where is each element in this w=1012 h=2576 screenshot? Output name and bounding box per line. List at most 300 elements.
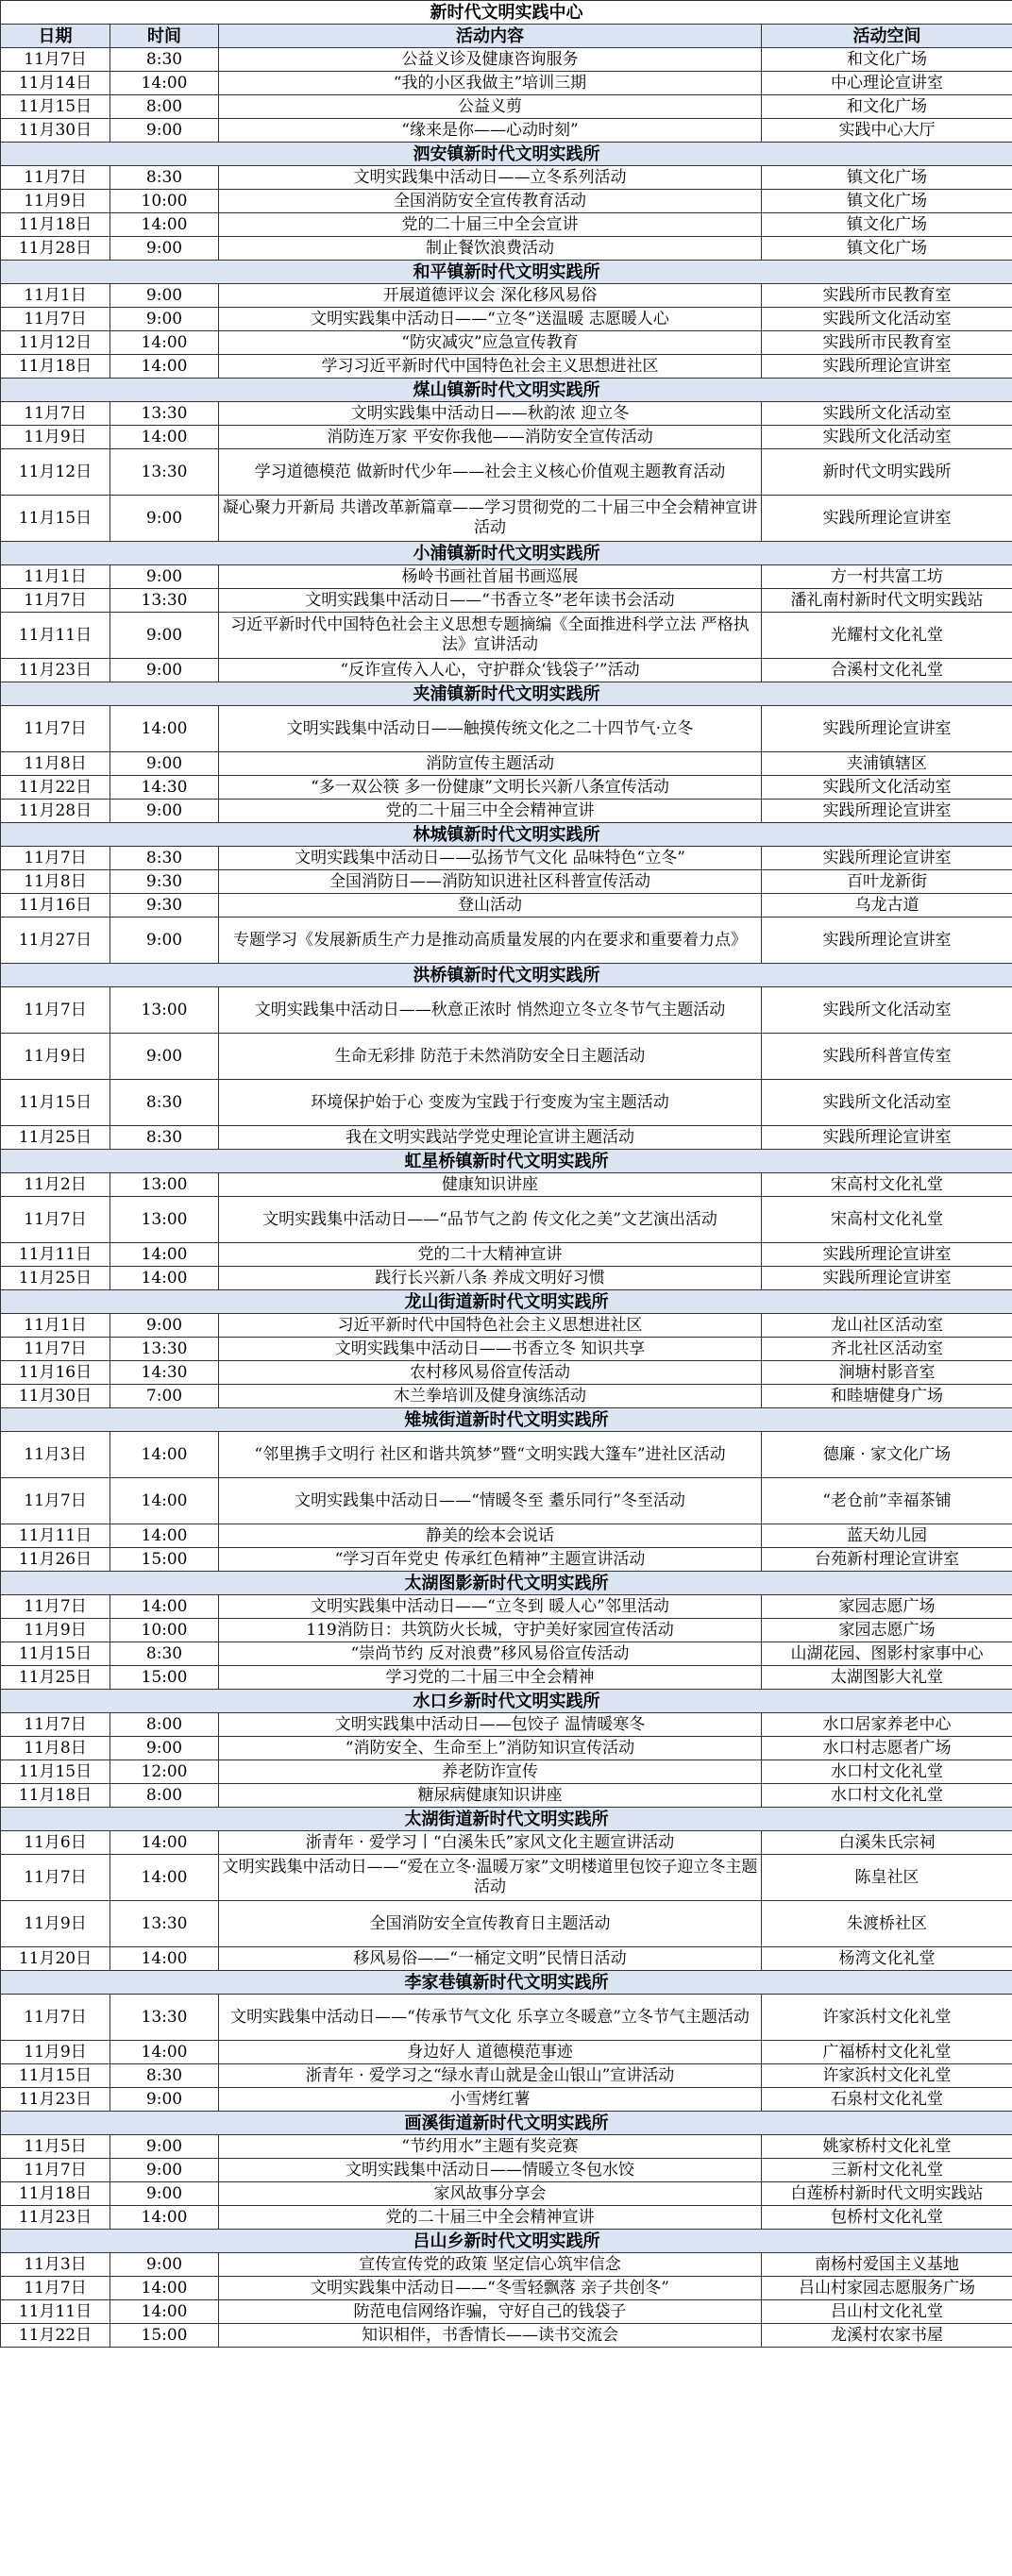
table-row: [1, 1243, 1012, 1267]
table-row: [1, 284, 1012, 308]
cell-time: 9:00: [110, 2088, 219, 2112]
cell-date: 11月18日: [1, 2182, 110, 2206]
cell-time: 9:00: [110, 308, 219, 331]
cell-activity: 党的二十届三中全会精神宣讲: [219, 2206, 762, 2230]
cell-date: 11月7日: [1, 987, 110, 1034]
cell-date: 11月8日: [1, 752, 110, 776]
cell-venue: 合溪村文化礼堂: [762, 659, 1012, 682]
cell-activity: 公益义剪: [219, 95, 762, 119]
cell-date: 11月11日: [1, 1524, 110, 1548]
cell-venue: 实践所理论宣讲室: [762, 800, 1012, 823]
table-row: [1, 847, 1012, 870]
cell-date: 11月7日: [1, 308, 110, 331]
cell-venue: 姚家桥村文化礼堂: [762, 2135, 1012, 2159]
cell-time: 14:00: [110, 1855, 219, 1901]
cell-time: 14:00: [110, 213, 219, 237]
cell-time: 14:30: [110, 1361, 219, 1385]
cell-time: 9:30: [110, 894, 219, 918]
cell-time: 14:30: [110, 776, 219, 800]
cell-time: 9:00: [110, 659, 219, 682]
cell-date: 11月30日: [1, 1385, 110, 1408]
cell-venue: 涧塘村影音室: [762, 1361, 1012, 1385]
section-header-row: [1, 1971, 1012, 1995]
header-venue: 活动空间: [762, 25, 1012, 48]
cell-venue: 实践所理论宣讲室: [762, 1243, 1012, 1267]
cell-activity: 消防连万家 平安你我他——消防安全宣传活动: [219, 426, 762, 449]
cell-activity: 公益义诊及健康咨询服务: [219, 48, 762, 72]
cell-activity: 消防宣传主题活动: [219, 752, 762, 776]
cell-date: 11月18日: [1, 213, 110, 237]
cell-venue: 和睦塘健身广场: [762, 1385, 1012, 1408]
section-title: 太湖街道新时代文明实践所: [1, 1808, 1012, 1831]
table-row: [1, 1619, 1012, 1642]
cell-date: 11月23日: [1, 2088, 110, 2112]
section-title: 泗安镇新时代文明实践所: [1, 143, 1012, 166]
cell-venue: 朱渡桥社区: [762, 1901, 1012, 1947]
cell-venue: 陈皇社区: [762, 1855, 1012, 1901]
cell-date: 11月18日: [1, 1784, 110, 1808]
cell-time: 9:00: [110, 613, 219, 659]
cell-time: 8:30: [110, 1080, 219, 1126]
cell-time: 14:00: [110, 2041, 219, 2064]
cell-time: 14:00: [110, 1595, 219, 1619]
table-row: [1, 2206, 1012, 2230]
cell-venue: 水口居家养老中心: [762, 1713, 1012, 1737]
cell-date: 11月5日: [1, 2135, 110, 2159]
section-title: 太湖图影新时代文明实践所: [1, 1572, 1012, 1595]
cell-venue: 中心理论宣讲室: [762, 72, 1012, 95]
table-row: [1, 496, 1012, 542]
cell-venue: 龙山社区活动室: [762, 1314, 1012, 1338]
cell-activity: 家风故事分享会: [219, 2182, 762, 2206]
table-row: [1, 1548, 1012, 1572]
table-row: [1, 1338, 1012, 1361]
cell-venue: 太湖图影大礼堂: [762, 1666, 1012, 1690]
cell-activity: 文明实践集中活动日——“书香立冬”老年读书会活动: [219, 589, 762, 613]
cell-activity: “我的小区我做主”培训三期: [219, 72, 762, 95]
table-row: [1, 2277, 1012, 2300]
cell-time: 8:30: [110, 166, 219, 190]
cell-venue: 杨湾文化礼堂: [762, 1947, 1012, 1971]
section-header-row: [1, 682, 1012, 706]
cell-activity: 生命无彩排 防范于未然消防安全日主题活动: [219, 1034, 762, 1080]
cell-venue: “老仓前”幸福茶铺: [762, 1478, 1012, 1524]
table-row: [1, 2041, 1012, 2064]
cell-time: 9:00: [110, 1314, 219, 1338]
cell-time: 9:00: [110, 2159, 219, 2182]
cell-activity: 党的二十大精神宣讲: [219, 1243, 762, 1267]
cell-venue: 夹浦镇辖区: [762, 752, 1012, 776]
cell-time: 8:30: [110, 1126, 219, 1150]
cell-date: 11月7日: [1, 1995, 110, 2041]
cell-date: 11月12日: [1, 449, 110, 496]
cell-venue: 实践所理论宣讲室: [762, 1126, 1012, 1150]
cell-time: 9:00: [110, 284, 219, 308]
table-row: [1, 613, 1012, 659]
cell-activity: 文明实践集中活动日——秋韵浓 迎立冬: [219, 402, 762, 426]
cell-date: 11月11日: [1, 613, 110, 659]
cell-activity: 文明实践集中活动日——“品节气之韵 传文化之美”文艺演出活动: [219, 1197, 762, 1243]
cell-time: 9:00: [110, 752, 219, 776]
cell-venue: 三新村文化礼堂: [762, 2159, 1012, 2182]
table-row: [1, 355, 1012, 379]
table-row: [1, 213, 1012, 237]
cell-date: 11月15日: [1, 496, 110, 542]
cell-activity: 知识相伴，书香情长——读书交流会: [219, 2324, 762, 2348]
cell-venue: 德廉 · 家文化广场: [762, 1432, 1012, 1478]
section-header-row: [1, 1150, 1012, 1173]
cell-venue: 台苑新村理论宣讲室: [762, 1548, 1012, 1572]
cell-activity: 文明实践集中活动日——触摸传统文化之二十四节气·立冬: [219, 706, 762, 752]
cell-activity: 党的二十届三中全会精神宣讲: [219, 800, 762, 823]
header-date: 日期: [1, 25, 110, 48]
cell-venue: 镇文化广场: [762, 190, 1012, 213]
section-header-row: [1, 261, 1012, 284]
cell-date: 11月7日: [1, 589, 110, 613]
cell-activity: “消防安全、生命至上”消防知识宣传活动: [219, 1737, 762, 1760]
cell-activity: 文明实践集中活动日——“立冬到 暖人心”邻里活动: [219, 1595, 762, 1619]
cell-time: 9:00: [110, 2182, 219, 2206]
cell-date: 11月14日: [1, 72, 110, 95]
cell-activity: 登山活动: [219, 894, 762, 918]
cell-venue: 水口村文化礼堂: [762, 1760, 1012, 1784]
cell-venue: 镇文化广场: [762, 166, 1012, 190]
table-row: [1, 1361, 1012, 1385]
cell-activity: 文明实践集中活动日——“传承节气文化 乐享立冬暖意”立冬节气主题活动: [219, 1995, 762, 2041]
cell-date: 11月16日: [1, 1361, 110, 1385]
cell-time: 14:00: [110, 1432, 219, 1478]
cell-time: 10:00: [110, 1619, 219, 1642]
cell-date: 11月9日: [1, 190, 110, 213]
cell-venue: 齐北社区活动室: [762, 1338, 1012, 1361]
table-row: [1, 776, 1012, 800]
cell-activity: 学习道德模范 做新时代少年——社会主义核心价值观主题教育活动: [219, 449, 762, 496]
section-title: 虹星桥镇新时代文明实践所: [1, 1150, 1012, 1173]
section-header-row: [1, 1290, 1012, 1314]
cell-venue: 实践所文化活动室: [762, 402, 1012, 426]
cell-venue: 实践所理论宣讲室: [762, 1267, 1012, 1290]
table-row: [1, 449, 1012, 496]
section-header-row: [1, 379, 1012, 402]
cell-time: 15:00: [110, 2324, 219, 2348]
cell-time: 14:00: [110, 72, 219, 95]
section-title: 画溪街道新时代文明实践所: [1, 2112, 1012, 2135]
table-row: [1, 1314, 1012, 1338]
cell-activity: 糖尿病健康知识讲座: [219, 1784, 762, 1808]
cell-venue: 潘礼南村新时代文明实践站: [762, 589, 1012, 613]
table-row: [1, 237, 1012, 261]
table-row: [1, 119, 1012, 143]
cell-time: 9:00: [110, 800, 219, 823]
cell-activity: 全国消防安全宣传教育日主题活动: [219, 1901, 762, 1947]
cell-activity: 文明实践集中活动日——“冬雪轻飘落 亲子共创冬”: [219, 2277, 762, 2300]
section-header-row: [1, 1808, 1012, 1831]
cell-activity: 木兰拳培训及健身演练活动: [219, 1385, 762, 1408]
cell-activity: 身边好人 道德模范事迹: [219, 2041, 762, 2064]
cell-time: 9:00: [110, 237, 219, 261]
cell-time: 13:30: [110, 1338, 219, 1361]
cell-date: 11月7日: [1, 1478, 110, 1524]
cell-activity: 全国消防安全宣传教育活动: [219, 190, 762, 213]
table-row: [1, 426, 1012, 449]
table-row: [1, 1831, 1012, 1855]
cell-time: 8:30: [110, 847, 219, 870]
cell-venue: 包桥村文化礼堂: [762, 2206, 1012, 2230]
header-time: 时间: [110, 25, 219, 48]
cell-date: 11月25日: [1, 1126, 110, 1150]
cell-activity: “缘来是你——心动时刻”: [219, 119, 762, 143]
cell-venue: 实践中心大厅: [762, 119, 1012, 143]
cell-time: 14:00: [110, 355, 219, 379]
cell-activity: 养老防诈宣传: [219, 1760, 762, 1784]
section-title: 龙山街道新时代文明实践所: [1, 1290, 1012, 1314]
cell-time: 9:00: [110, 565, 219, 589]
cell-date: 11月22日: [1, 2324, 110, 2348]
cell-time: 13:30: [110, 449, 219, 496]
cell-date: 11月12日: [1, 331, 110, 355]
cell-activity: 开展道德评议会 深化移风易俗: [219, 284, 762, 308]
cell-venue: 山湖花园、图影村家事中心: [762, 1642, 1012, 1666]
cell-time: 14:00: [110, 1267, 219, 1290]
schedule-body: [1, 1, 1012, 2348]
table-row: [1, 659, 1012, 682]
cell-time: 13:00: [110, 987, 219, 1034]
cell-date: 11月7日: [1, 847, 110, 870]
table-row: [1, 2088, 1012, 2112]
cell-time: 13:30: [110, 589, 219, 613]
cell-time: 14:00: [110, 1947, 219, 1971]
table-row: [1, 95, 1012, 119]
cell-activity: 文明实践集中活动日——“情暖冬至 耋乐同行”冬至活动: [219, 1478, 762, 1524]
cell-activity: 健康知识讲座: [219, 1173, 762, 1197]
cell-venue: 龙溪村农家书屋: [762, 2324, 1012, 2348]
table-row: [1, 870, 1012, 894]
cell-activity: 全国消防日——消防知识进社区科普宣传活动: [219, 870, 762, 894]
cell-time: 8:00: [110, 1713, 219, 1737]
table-row: [1, 894, 1012, 918]
cell-time: 14:00: [110, 1831, 219, 1855]
table-row: [1, 402, 1012, 426]
table-row: [1, 1173, 1012, 1197]
table-row: [1, 1760, 1012, 1784]
table-row: [1, 1080, 1012, 1126]
cell-time: 9:00: [110, 1737, 219, 1760]
table-title-row: [1, 1, 1012, 25]
table-row: [1, 800, 1012, 823]
cell-activity: 防范电信网络诈骗，守好自己的钱袋子: [219, 2300, 762, 2324]
cell-date: 11月15日: [1, 1642, 110, 1666]
cell-date: 11月1日: [1, 284, 110, 308]
cell-date: 11月1日: [1, 565, 110, 589]
cell-activity: 学习党的二十届三中全会精神: [219, 1666, 762, 1690]
table-row: [1, 190, 1012, 213]
cell-venue: 和文化广场: [762, 48, 1012, 72]
cell-date: 11月26日: [1, 1548, 110, 1572]
cell-time: 14:00: [110, 2206, 219, 2230]
cell-venue: 百叶龙新街: [762, 870, 1012, 894]
table-row: [1, 2300, 1012, 2324]
cell-venue: 实践所科普宣传室: [762, 1034, 1012, 1080]
cell-venue: 白莲桥村新时代文明实践站: [762, 2182, 1012, 2206]
section-title: 洪桥镇新时代文明实践所: [1, 964, 1012, 987]
section-header-row: [1, 1408, 1012, 1432]
table-row: [1, 1126, 1012, 1150]
cell-time: 8:30: [110, 48, 219, 72]
cell-time: 15:00: [110, 1548, 219, 1572]
section-title: 雉城街道新时代文明实践所: [1, 1408, 1012, 1432]
cell-activity: “崇尚节约 反对浪费”移风易俗宣传活动: [219, 1642, 762, 1666]
cell-venue: 吕山村家园志愿服务广场: [762, 2277, 1012, 2300]
cell-activity: 党的二十届三中全会宣讲: [219, 213, 762, 237]
cell-time: 7:00: [110, 1385, 219, 1408]
cell-activity: 宣传宣传党的政策 坚定信心筑牢信念: [219, 2253, 762, 2277]
cell-activity: 制止餐饮浪费活动: [219, 237, 762, 261]
cell-activity: 环境保护始于心 变废为宝践于行变废为宝主题活动: [219, 1080, 762, 1126]
cell-time: 9:00: [110, 496, 219, 542]
section-header-row: [1, 2112, 1012, 2135]
section-title: 水口乡新时代文明实践所: [1, 1690, 1012, 1713]
cell-time: 13:00: [110, 1173, 219, 1197]
cell-date: 11月15日: [1, 1760, 110, 1784]
table-row: [1, 2064, 1012, 2088]
cell-date: 11月27日: [1, 918, 110, 964]
cell-time: 8:30: [110, 2064, 219, 2088]
cell-date: 11月11日: [1, 1243, 110, 1267]
cell-venue: 实践所文化活动室: [762, 1080, 1012, 1126]
section-header-row: [1, 1690, 1012, 1713]
cell-time: 9:00: [110, 2135, 219, 2159]
cell-activity: 119消防日：共筑防火长城，守护美好家园宣传活动: [219, 1619, 762, 1642]
cell-activity: 文明实践集中活动日——弘扬节气文化 品味特色“立冬”: [219, 847, 762, 870]
cell-date: 11月6日: [1, 1831, 110, 1855]
cell-venue: 镇文化广场: [762, 237, 1012, 261]
cell-venue: 水口村志愿者广场: [762, 1737, 1012, 1760]
cell-activity: “学习百年党史 传承红色精神”主题宣讲活动: [219, 1548, 762, 1572]
table-row: [1, 1197, 1012, 1243]
section-header-row: [1, 964, 1012, 987]
cell-time: 9:00: [110, 119, 219, 143]
cell-venue: 和文化广场: [762, 95, 1012, 119]
cell-date: 11月23日: [1, 2206, 110, 2230]
cell-venue: 家园志愿广场: [762, 1595, 1012, 1619]
cell-venue: 实践所文化活动室: [762, 987, 1012, 1034]
cell-date: 11月30日: [1, 119, 110, 143]
cell-date: 11月7日: [1, 2277, 110, 2300]
cell-venue: 宋高村文化礼堂: [762, 1173, 1012, 1197]
cell-venue: 广福桥村文化礼堂: [762, 2041, 1012, 2064]
cell-date: 11月18日: [1, 355, 110, 379]
cell-activity: 文明实践集中活动日——“爱在立冬·温暖万家”文明楼道里包饺子迎立冬主题活动: [219, 1855, 762, 1901]
table-row: [1, 2253, 1012, 2277]
cell-venue: 乌龙古道: [762, 894, 1012, 918]
cell-date: 11月28日: [1, 800, 110, 823]
cell-activity: “防灾减灾”应急宣传教育: [219, 331, 762, 355]
cell-activity: 浙青年 · 爱学习之“绿水青山就是金山银山”宣讲活动: [219, 2064, 762, 2088]
cell-activity: “反诈宣传入人心，守护群众‘钱袋子’”活动: [219, 659, 762, 682]
cell-venue: 许家浜村文化礼堂: [762, 2064, 1012, 2088]
cell-time: 13:30: [110, 402, 219, 426]
cell-activity: 我在文明实践站学党史理论宣讲主题活动: [219, 1126, 762, 1150]
cell-venue: 实践所文化活动室: [762, 426, 1012, 449]
cell-date: 11月15日: [1, 2064, 110, 2088]
cell-activity: 专题学习《发展新质生产力是推动高质量发展的内在要求和重要着力点》: [219, 918, 762, 964]
cell-time: 14:00: [110, 1524, 219, 1548]
cell-date: 11月7日: [1, 1595, 110, 1619]
cell-activity: 学习习近平新时代中国特色社会主义思想进社区: [219, 355, 762, 379]
table-row: [1, 1784, 1012, 1808]
table-row: [1, 308, 1012, 331]
cell-date: 11月28日: [1, 237, 110, 261]
cell-time: 14:00: [110, 426, 219, 449]
cell-venue: 白溪朱氏宗祠: [762, 1831, 1012, 1855]
section-title: 林城镇新时代文明实践所: [1, 823, 1012, 847]
cell-date: 11月9日: [1, 1901, 110, 1947]
cell-date: 11月9日: [1, 1619, 110, 1642]
section-title: 夹浦镇新时代文明实践所: [1, 682, 1012, 706]
cell-venue: 蓝天幼儿园: [762, 1524, 1012, 1548]
cell-date: 11月7日: [1, 402, 110, 426]
cell-time: 12:00: [110, 1760, 219, 1784]
table-row: [1, 2324, 1012, 2348]
cell-activity: “邻里携手文明行 社区和谐共筑梦”暨“文明实践大篷车”进社区活动: [219, 1432, 762, 1478]
cell-time: 10:00: [110, 190, 219, 213]
cell-date: 11月7日: [1, 166, 110, 190]
cell-date: 11月20日: [1, 1947, 110, 1971]
section-title: 煤山镇新时代文明实践所: [1, 379, 1012, 402]
cell-activity: 浙青年 · 爱学习丨“白溪朱氏”家风文化主题宣讲活动: [219, 1831, 762, 1855]
header-activity: 活动内容: [219, 25, 762, 48]
cell-date: 11月16日: [1, 894, 110, 918]
cell-venue: 许家浜村文化礼堂: [762, 1995, 1012, 2041]
cell-time: 8:00: [110, 1784, 219, 1808]
cell-time: 14:00: [110, 706, 219, 752]
cell-date: 11月15日: [1, 95, 110, 119]
cell-venue: 宋高村文化礼堂: [762, 1197, 1012, 1243]
cell-time: 13:00: [110, 1197, 219, 1243]
cell-venue: 吕山村文化礼堂: [762, 2300, 1012, 2324]
cell-venue: 实践所文化活动室: [762, 308, 1012, 331]
cell-time: 8:00: [110, 95, 219, 119]
cell-date: 11月9日: [1, 2041, 110, 2064]
cell-venue: 水口村文化礼堂: [762, 1784, 1012, 1808]
cell-activity: 践行长兴新八条 养成文明好习惯: [219, 1267, 762, 1290]
cell-activity: 移风易俗——“一桶定文明”民情日活动: [219, 1947, 762, 1971]
cell-activity: 农村移风易俗宣传活动: [219, 1361, 762, 1385]
table-row: [1, 166, 1012, 190]
table-row: [1, 565, 1012, 589]
cell-date: 11月25日: [1, 1267, 110, 1290]
cell-date: 11月7日: [1, 48, 110, 72]
cell-date: 11月8日: [1, 870, 110, 894]
cell-activity: 文明实践集中活动日——包饺子 温情暖寒冬: [219, 1713, 762, 1737]
table-row: [1, 1713, 1012, 1737]
cell-activity: 文明实践集中活动日——情暖立冬包水饺: [219, 2159, 762, 2182]
cell-activity: 习近平新时代中国特色社会主义思想专题摘编《全面推进科学立法 严格执法》宣讲活动: [219, 613, 762, 659]
cell-activity: 小雪烤红薯: [219, 2088, 762, 2112]
cell-time: 9:00: [110, 1034, 219, 1080]
cell-venue: 实践所市民教育室: [762, 284, 1012, 308]
table-title: 新时代文明实践中心: [1, 1, 1012, 25]
table-row: [1, 1385, 1012, 1408]
table-row: [1, 1034, 1012, 1080]
table-row: [1, 1642, 1012, 1666]
cell-date: 11月1日: [1, 1314, 110, 1338]
cell-date: 11月7日: [1, 1713, 110, 1737]
table-row: [1, 1432, 1012, 1478]
cell-date: 11月7日: [1, 2159, 110, 2182]
cell-activity: 习近平新时代中国特色社会主义思想进社区: [219, 1314, 762, 1338]
table-row: [1, 48, 1012, 72]
